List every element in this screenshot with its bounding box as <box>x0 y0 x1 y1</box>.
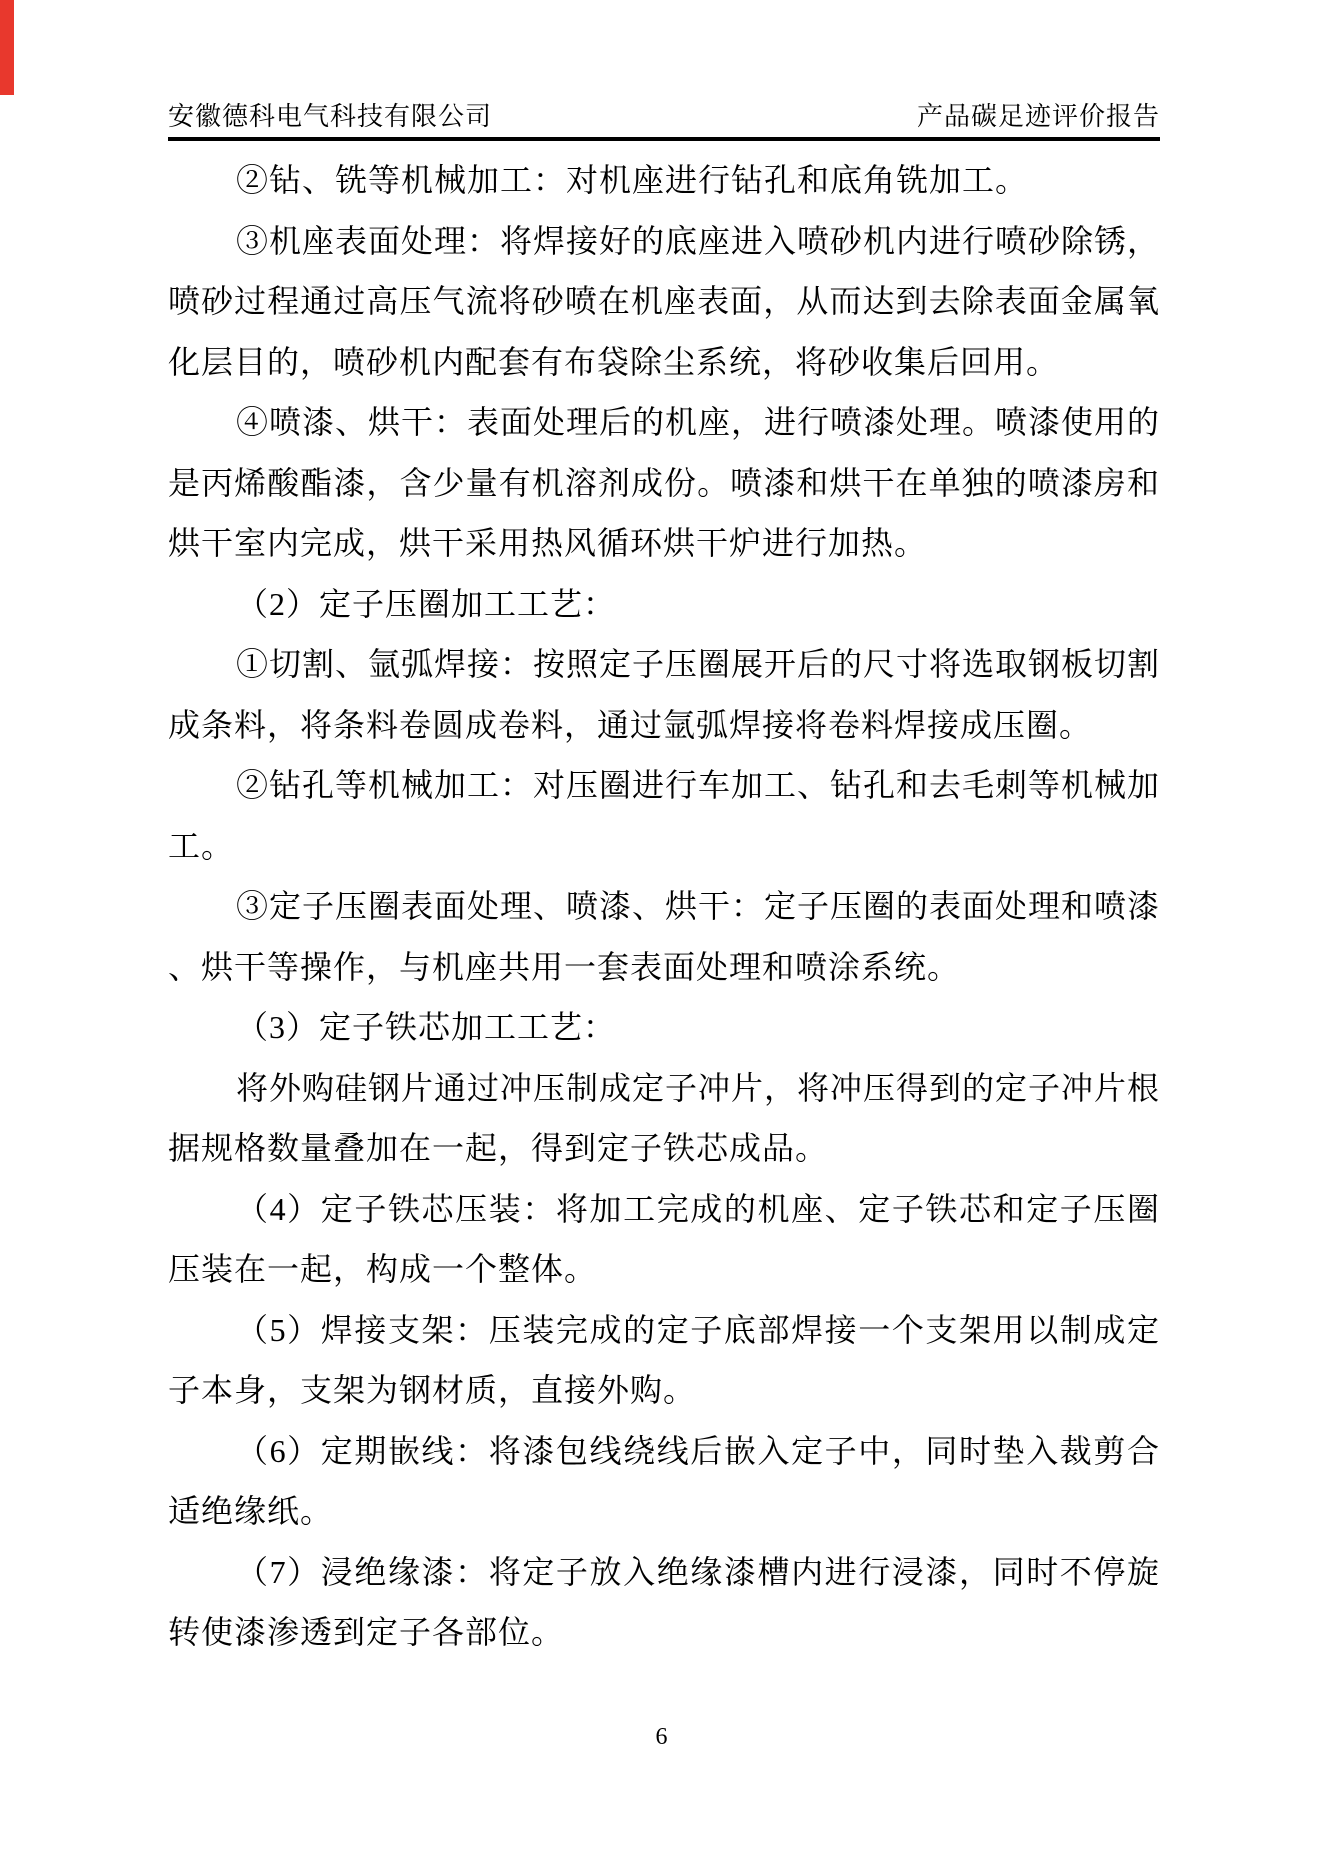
body-line: 烘干室内完成，烘干采用热风循环烘干炉进行加热。 <box>168 525 928 561</box>
page-header <box>168 0 1160 141</box>
body-line: 适绝缘纸。 <box>168 1493 334 1529</box>
body-line: ③机座表面处理：将焊接好的底座进入喷砂机内进行喷砂除锈， <box>236 222 1160 259</box>
body-line: 据规格数量叠加在一起，得到定子铁芯成品。 <box>168 1130 829 1166</box>
page-footer <box>0 1722 1323 1752</box>
body-line: 成条料，将条料卷圆成卷料，通过氩弧焊接将卷料焊接成压圈。 <box>168 706 1093 743</box>
body-line: 喷砂过程通过高压气流将砂喷在机座表面，从而达到去除表面金属氧 <box>168 283 1160 319</box>
red-edge-marker <box>0 0 14 95</box>
body-line: （2）定子压圈加工工艺： <box>236 585 617 622</box>
body-line: 、烘干等操作，与机座共用一套表面处理和喷涂系统。 <box>168 948 961 985</box>
body-line: 将外购硅钢片通过冲压制成定子冲片，将冲压得到的定子冲片根 <box>236 1069 1160 1106</box>
page-content <box>168 0 1160 1663</box>
body-line: 是丙烯酸酯漆，含少量有机溶剂成份。喷漆和烘干在单独的喷漆房和 <box>168 464 1160 501</box>
body-line: 子本身，支架为钢材质，直接外购。 <box>168 1372 697 1408</box>
body-line: 转使漆渗透到定子各部位。 <box>168 1614 565 1650</box>
body-line: ②钻孔等机械加工：对压圈进行车加工、钻孔和去毛刺等机械加 <box>236 767 1160 803</box>
body-line: 压装在一起，构成一个整体。 <box>168 1251 598 1287</box>
body-line: ②钻、铣等机械加工：对机座进行钻孔和底角铣加工。 <box>236 162 1029 198</box>
body-line: （6）定期嵌线：将漆包线绕线后嵌入定子中，同时垫入裁剪合 <box>236 1432 1160 1469</box>
body-line: 工。 <box>168 827 235 864</box>
body-line: （3）定子铁芯加工工艺： <box>236 1009 617 1045</box>
header-report-title: 产品碳足迹评价报告 <box>916 102 1160 131</box>
body-line: （5）焊接支架：压装完成的定子底部焊接一个支架用以制成定 <box>236 1311 1160 1348</box>
body-line: （7）浸绝缘漆：将定子放入绝缘漆槽内进行浸漆，同时不停旋 <box>236 1553 1160 1590</box>
body-line: ④喷漆、烘干：表面处理后的机座，进行喷漆处理。喷漆使用的 <box>236 404 1160 440</box>
document-body <box>168 150 1160 1663</box>
body-line: ①切割、氩弧焊接：按照定子压圈展开后的尺寸将选取钢板切割 <box>236 646 1160 682</box>
body-line: （4）定子铁芯压装：将加工完成的机座、定子铁芯和定子压圈 <box>236 1190 1160 1227</box>
header-company-name: 安徽德科电气科技有限公司 <box>168 102 493 131</box>
page-number: 6 <box>655 1724 668 1750</box>
body-line: ③定子压圈表面处理、喷漆、烘干：定子压圈的表面处理和喷漆 <box>236 888 1160 924</box>
body-line: 化层目的，喷砂机内配套有布袋除尘系统，将砂收集后回用。 <box>168 343 1060 380</box>
